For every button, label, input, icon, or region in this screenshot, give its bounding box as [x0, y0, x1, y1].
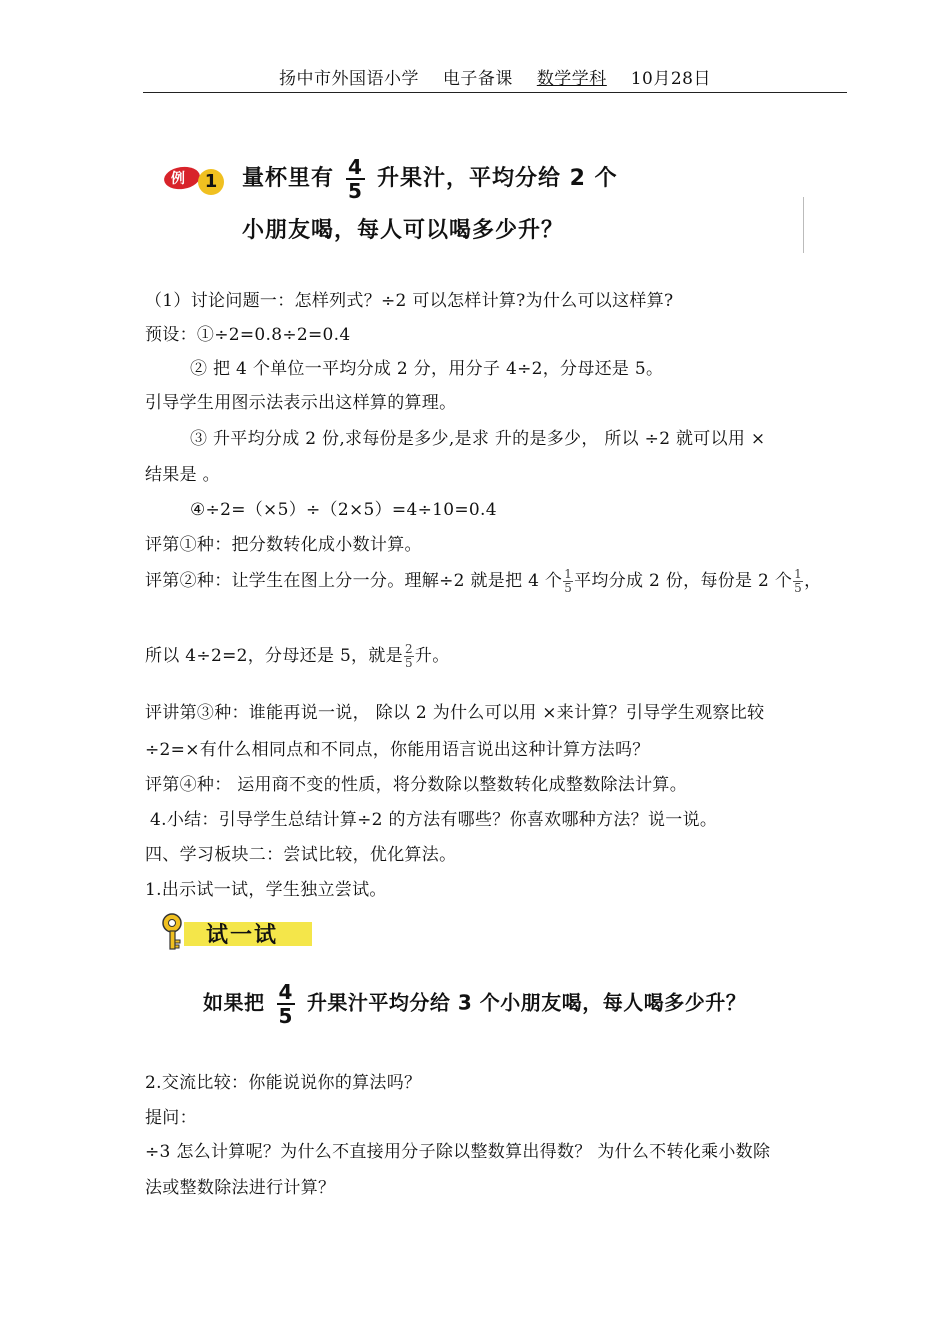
badge-text: 例	[171, 171, 185, 187]
example-text-a: 量杯里有	[242, 166, 335, 191]
para-exchange: 2.交流比较：你能说说你的算法吗？	[145, 1073, 422, 1093]
try-fraction	[277, 982, 295, 1026]
fraction-denominator: 5	[564, 581, 573, 595]
fraction-numerator: 4	[278, 980, 293, 1004]
try-label: 试一试	[206, 923, 279, 948]
para-preset-3: ③ 升平均分成 2 份,求每份是多少,是求 升的是多少， 所以 ÷2 就可以用 ×	[190, 429, 766, 449]
para-comment-4: 评第④种： 运用商不变的性质，将分数除以整数转化成整数除法计算。	[145, 775, 688, 795]
fraction-denominator: 5	[794, 581, 803, 595]
fraction-one-fifth-2	[793, 568, 803, 595]
example-1-image	[158, 155, 808, 255]
example-text-b: 升果汁，平均分给 2 个	[376, 166, 618, 191]
fraction-denominator: 5	[278, 1004, 293, 1028]
para-preset-1: 预设：①÷2=0.8÷2=0.4	[145, 325, 351, 345]
comment-2-text-b: 平均分成 2 份，每份是 2 个	[574, 571, 793, 591]
so-text-b: 升。	[414, 646, 450, 666]
comment-2-text-c: ，	[804, 571, 822, 591]
para-compare: ÷2=×有什么相同点和不同点，你能用语言说出这种计算方法吗？	[145, 740, 650, 760]
fraction-denominator: 5	[348, 179, 363, 203]
fraction-two-fifths	[404, 643, 414, 670]
fraction-numerator: 2	[404, 642, 413, 656]
badge-number: 1	[198, 169, 224, 195]
try-text-a: 如果把	[203, 990, 265, 1015]
section-heading-4: 四、学习板块二：尝试比较，优化算法。	[145, 845, 457, 865]
para-comment-3: 评讲第③种：谁能再说一说， 除以 2 为什么可以用 ×来计算？引导学生观察比较	[145, 703, 765, 723]
example-line-1	[242, 157, 618, 201]
so-text-a: 所以 4÷2=2，分母还是 5，就是	[145, 646, 403, 666]
para-comment-1: 评第①种：把分数转化成小数计算。	[145, 535, 422, 555]
key-icon	[160, 912, 186, 952]
header-subject: 数学学科	[536, 69, 607, 89]
para-ask-question-1: ÷3 怎么计算呢？为什么不直接用分子除以整数算出得数？ 为什么不转化乘小数除	[145, 1142, 771, 1162]
fraction-denominator: 5	[404, 656, 413, 670]
page-header	[143, 64, 847, 93]
para-try-intro: 1.出示试一试，学生独立尝试。	[145, 880, 387, 900]
para-summary: 4.小结：引导学生总结计算÷2 的方法有哪些？你喜欢哪种方法？说一说。	[150, 810, 718, 830]
para-result: 结果是 。	[145, 465, 220, 485]
para-preset-4: ④÷2=（×5）÷（2×5）=4÷10=0.4	[190, 500, 497, 520]
try-text-b: 升果汁平均分给 3 个小朋友喝，每人喝多少升？	[306, 990, 747, 1015]
header-type: 电子备课	[442, 69, 513, 89]
comment-2-text-a: 评第②种：让学生在图上分一分。理解÷2 就是把 4 个	[145, 571, 563, 591]
header-school: 扬中市外国语小学	[279, 69, 419, 89]
fraction-numerator: 4	[348, 155, 363, 179]
try-banner	[158, 908, 318, 954]
fraction-numerator: 1	[794, 567, 803, 581]
para-question-1: （1）讨论问题一：怎样列式？÷2 可以怎样计算?为什么可以这样算?	[145, 291, 674, 311]
header-date: 10月28日	[630, 69, 711, 89]
fraction-one-fifth	[563, 568, 573, 595]
para-ask-question-2: 法或整数除法进行计算？	[145, 1178, 336, 1198]
para-guide: 引导学生用图示法表示出这样算的算理。	[145, 393, 457, 413]
fraction-numerator: 1	[564, 567, 573, 581]
para-comment-2	[145, 566, 821, 595]
para-so	[145, 641, 450, 670]
para-ask: 提问：	[145, 1108, 197, 1128]
divider	[803, 197, 804, 253]
try-question	[203, 982, 746, 1026]
example-fraction	[346, 157, 365, 201]
example-line-2: 小朋友喝，每人可以喝多少升？	[242, 218, 565, 243]
para-preset-2: ② 把 4 个单位一平均分成 2 分，用分子 4÷2，分母还是 5。	[190, 359, 664, 379]
